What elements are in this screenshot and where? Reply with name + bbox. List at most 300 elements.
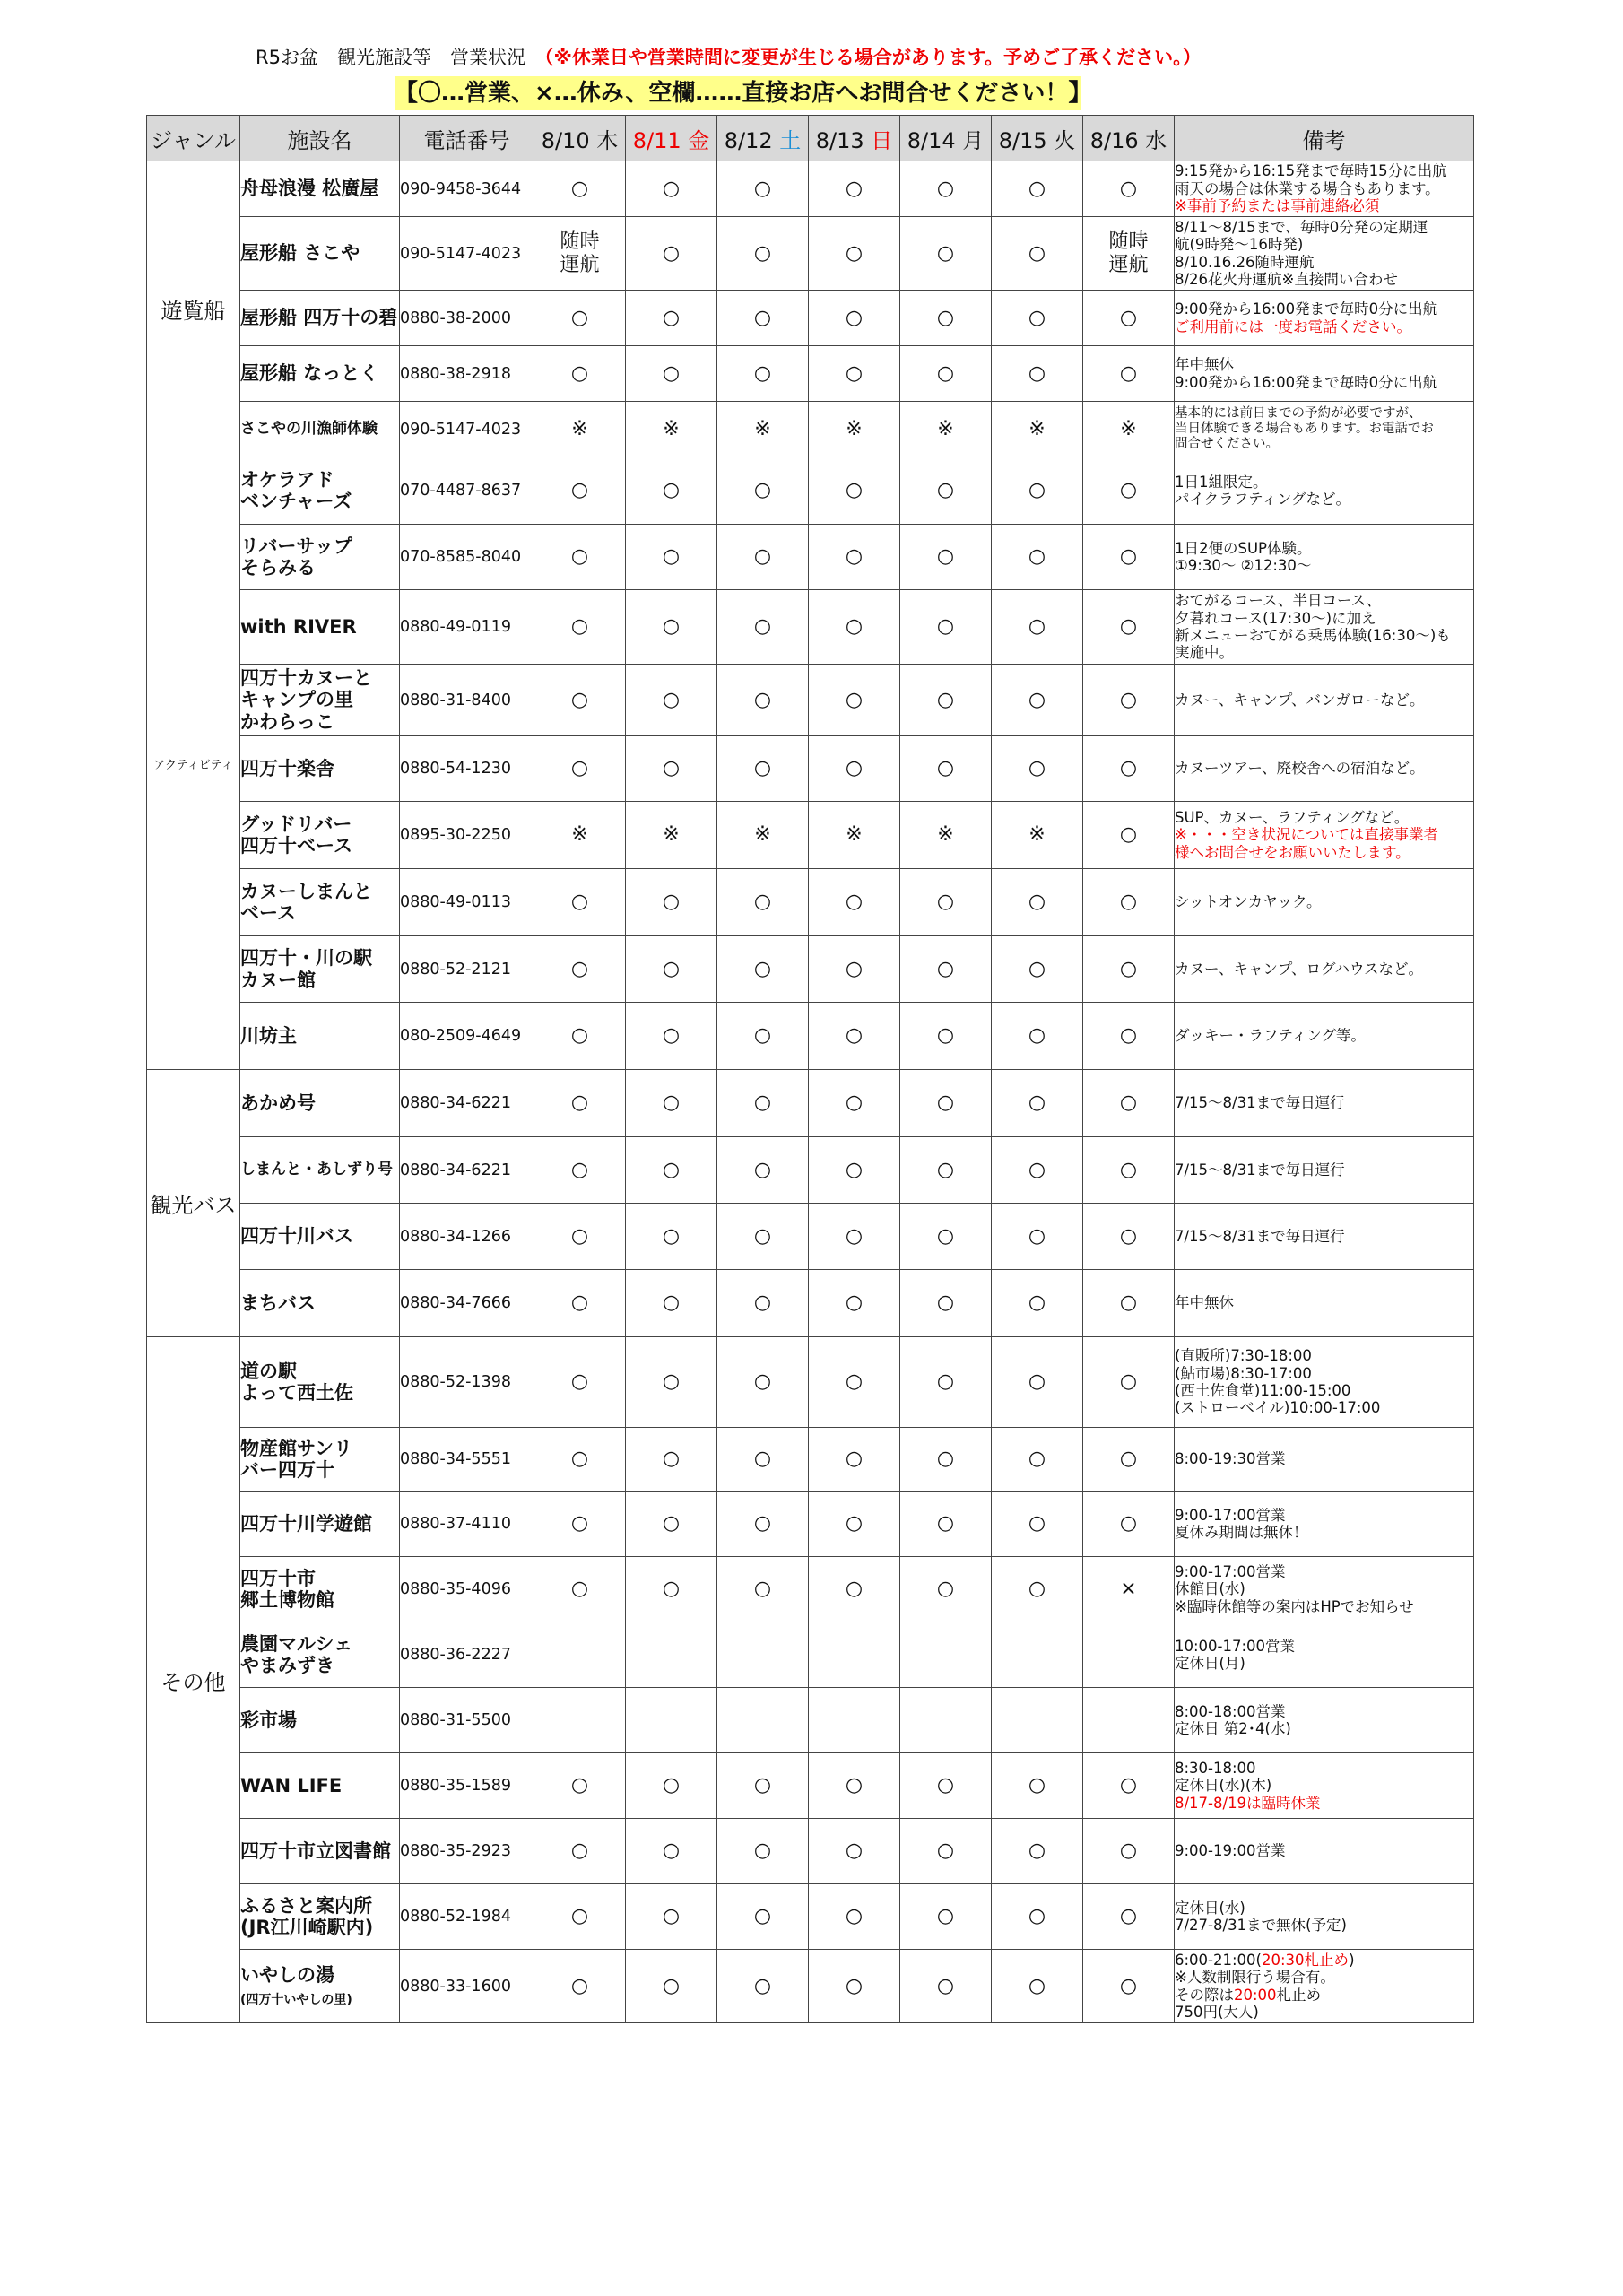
status-cell: ※ bbox=[534, 402, 626, 457]
note-cell: 年中無休 bbox=[1175, 1270, 1474, 1337]
phone-number: 0880-38-2000 bbox=[400, 291, 534, 346]
status-cell: ※ bbox=[717, 402, 809, 457]
status-cell: ○ bbox=[809, 736, 900, 802]
status-cell: ○ bbox=[900, 217, 992, 291]
table-row bbox=[147, 1753, 1474, 1819]
status-cell: ○ bbox=[534, 1337, 626, 1428]
status-cell: ○ bbox=[626, 346, 717, 402]
status-cell: ○ bbox=[534, 1753, 626, 1819]
status-cell: ○ bbox=[717, 936, 809, 1003]
table-row bbox=[147, 1557, 1474, 1622]
table-row bbox=[147, 1622, 1474, 1688]
status-cell: ○ bbox=[626, 1557, 717, 1622]
header-genre: ジャンル bbox=[147, 116, 240, 161]
facility-name: 物産館サンリ バー四万十 bbox=[240, 1428, 400, 1492]
status-cell: ○ bbox=[900, 665, 992, 736]
status-cell: ○ bbox=[626, 1492, 717, 1557]
status-cell: ○ bbox=[992, 346, 1083, 402]
header-note: 備考 bbox=[1175, 116, 1474, 161]
genre-cell: 遊覧船 bbox=[147, 161, 240, 457]
status-cell: ○ bbox=[1083, 1137, 1175, 1204]
status-cell: ○ bbox=[992, 1819, 1083, 1884]
status-cell: ○ bbox=[626, 1428, 717, 1492]
table-row bbox=[147, 665, 1474, 736]
status-cell: ○ bbox=[900, 590, 992, 665]
status-cell: ○ bbox=[992, 1428, 1083, 1492]
facility-name: 農園マルシェ やまみずき bbox=[240, 1622, 400, 1688]
status-cell: ○ bbox=[992, 936, 1083, 1003]
status-cell: ○ bbox=[809, 1270, 900, 1337]
status-cell: ○ bbox=[1083, 457, 1175, 525]
header-day: 8/15 火 bbox=[992, 116, 1083, 161]
table-row bbox=[147, 869, 1474, 936]
status-cell: ○ bbox=[809, 1819, 900, 1884]
status-cell: ○ bbox=[534, 457, 626, 525]
title-prefix: R5お盆 観光施設等 営業状況 bbox=[256, 47, 544, 68]
status-cell: ○ bbox=[626, 665, 717, 736]
status-cell: ○ bbox=[992, 1492, 1083, 1557]
status-cell: ○ bbox=[1083, 1884, 1175, 1950]
header-day: 8/10 木 bbox=[534, 116, 626, 161]
status-cell: ○ bbox=[992, 665, 1083, 736]
facility-name: 川坊主 bbox=[240, 1003, 400, 1070]
table-row bbox=[147, 590, 1474, 665]
status-cell: ○ bbox=[626, 736, 717, 802]
status-cell: ○ bbox=[1083, 869, 1175, 936]
status-cell: ○ bbox=[809, 525, 900, 590]
note-cell: 1日1組限定。 パイクラフティングなど。 bbox=[1175, 457, 1474, 525]
status-cell: ○ bbox=[626, 1884, 717, 1950]
status-cell: ○ bbox=[809, 1070, 900, 1137]
status-cell: ○ bbox=[717, 1070, 809, 1137]
phone-number: 0880-35-1589 bbox=[400, 1753, 534, 1819]
table-row bbox=[147, 1270, 1474, 1337]
status-cell: ※ bbox=[717, 802, 809, 869]
status-cell: ○ bbox=[626, 1337, 717, 1428]
table-row bbox=[147, 217, 1474, 291]
table-row bbox=[147, 1884, 1474, 1950]
phone-number: 070-8585-8040 bbox=[400, 525, 534, 590]
table-row bbox=[147, 1819, 1474, 1884]
status-cell: ○ bbox=[534, 291, 626, 346]
table-row bbox=[147, 1492, 1474, 1557]
table-row bbox=[147, 1137, 1474, 1204]
status-cell: ○ bbox=[992, 1557, 1083, 1622]
phone-number: 0880-52-1984 bbox=[400, 1884, 534, 1950]
status-cell bbox=[626, 1688, 717, 1753]
status-cell: ○ bbox=[900, 936, 992, 1003]
status-cell: ※ bbox=[992, 802, 1083, 869]
status-cell: ○ bbox=[717, 161, 809, 217]
phone-number: 0880-34-6221 bbox=[400, 1070, 534, 1137]
status-cell bbox=[900, 1688, 992, 1753]
status-cell: ○ bbox=[1083, 665, 1175, 736]
note-cell: 7/15～8/31まで毎日運行 bbox=[1175, 1204, 1474, 1270]
status-cell: ○ bbox=[900, 291, 992, 346]
note-cell: おてがるコース、半日コース、 夕暮れコース(17:30～)に加え 新メニューおてがる乗馬体験(16:30～)も 実施中。 bbox=[1175, 590, 1474, 665]
note-cell: 基本的には前日までの予約が必要ですが、 当日体験できる場合もあります。お電話でお 問合せください。 bbox=[1175, 402, 1474, 457]
note-cell: 1日2便のSUP体験。 ①9:30～ ②12:30～ bbox=[1175, 525, 1474, 590]
status-cell: ○ bbox=[717, 1950, 809, 2023]
note-cell: シットオンカヤック。 bbox=[1175, 869, 1474, 936]
facility-name: あかめ号 bbox=[240, 1070, 400, 1137]
status-cell: ○ bbox=[717, 1337, 809, 1428]
status-cell: ○ bbox=[626, 161, 717, 217]
note-cell: 年中無休 9:00発から16:00発まで毎時0分に出航 bbox=[1175, 346, 1474, 402]
status-cell bbox=[992, 1688, 1083, 1753]
phone-number: 0880-52-2121 bbox=[400, 936, 534, 1003]
facility-name: リバーサップ そらみる bbox=[240, 525, 400, 590]
status-cell: ○ bbox=[992, 869, 1083, 936]
status-cell: ○ bbox=[900, 1753, 992, 1819]
status-cell: ○ bbox=[1083, 346, 1175, 402]
status-cell bbox=[1083, 1688, 1175, 1753]
table-row bbox=[147, 402, 1474, 457]
facility-name: いやしの湯 (四万十いやしの里) bbox=[240, 1950, 400, 2023]
status-cell: ○ bbox=[534, 736, 626, 802]
facility-name: 彩市場 bbox=[240, 1688, 400, 1753]
status-cell: ○ bbox=[992, 1753, 1083, 1819]
status-cell: ○ bbox=[626, 457, 717, 525]
status-cell: ○ bbox=[534, 1003, 626, 1070]
status-cell: ○ bbox=[992, 525, 1083, 590]
note-cell: カヌー、キャンプ、ログハウスなど。 bbox=[1175, 936, 1474, 1003]
status-cell: ○ bbox=[900, 1950, 992, 2023]
table-row bbox=[147, 161, 1474, 217]
status-cell: ○ bbox=[1083, 1492, 1175, 1557]
status-cell: ○ bbox=[992, 291, 1083, 346]
status-cell: ○ bbox=[809, 1492, 900, 1557]
status-cell: ○ bbox=[900, 1557, 992, 1622]
table-row bbox=[147, 1337, 1474, 1428]
note-cell: ダッキー・ラフティング等。 bbox=[1175, 1003, 1474, 1070]
status-cell: ○ bbox=[1083, 1070, 1175, 1137]
status-cell: ○ bbox=[1083, 736, 1175, 802]
phone-number: 0880-34-1266 bbox=[400, 1204, 534, 1270]
status-cell: ○ bbox=[809, 1950, 900, 2023]
status-cell: ○ bbox=[809, 869, 900, 936]
table-row bbox=[147, 1950, 1474, 2023]
status-cell: ○ bbox=[717, 869, 809, 936]
header-name: 施設名 bbox=[240, 116, 400, 161]
status-cell: ○ bbox=[717, 291, 809, 346]
note-cell: 8:30-18:00 定休日(水)(木) 8/17-8/19は臨時休業 bbox=[1175, 1753, 1474, 1819]
status-cell: ※ bbox=[1083, 402, 1175, 457]
status-cell: ○ bbox=[809, 1557, 900, 1622]
table-row bbox=[147, 936, 1474, 1003]
status-cell: ○ bbox=[534, 869, 626, 936]
status-cell: ○ bbox=[717, 1557, 809, 1622]
status-cell: ※ bbox=[534, 802, 626, 869]
note-cell: 9:00-17:00営業 休館日(水) ※臨時休館等の案内はHPでお知らせ bbox=[1175, 1557, 1474, 1622]
status-cell: ○ bbox=[534, 1492, 626, 1557]
status-cell: ○ bbox=[900, 869, 992, 936]
facility-name: ふるさと案内所 (JR江川崎駅内) bbox=[240, 1884, 400, 1950]
phone-number: 090-9458-3644 bbox=[400, 161, 534, 217]
status-cell: ○ bbox=[626, 1819, 717, 1884]
table-row bbox=[147, 1204, 1474, 1270]
note-cell: 9:15発から16:15発まで毎時15分に出航 雨天の場合は休業する場合もあります。 ※事前予約または事前連絡必須 bbox=[1175, 161, 1474, 217]
status-cell: ○ bbox=[900, 1428, 992, 1492]
status-cell: ○ bbox=[626, 1070, 717, 1137]
status-cell: ○ bbox=[900, 1884, 992, 1950]
status-cell: ○ bbox=[626, 1137, 717, 1204]
status-cell: ○ bbox=[900, 1003, 992, 1070]
status-cell: 随時 運航 bbox=[534, 217, 626, 291]
status-cell: ○ bbox=[992, 1270, 1083, 1337]
note-cell: (直販所)7:30-18:00 (鮎市場)8:30-17:00 (西土佐食堂)11:00-15:00 (ストローベイル)10:00-17:00 bbox=[1175, 1337, 1474, 1428]
status-cell: ○ bbox=[900, 1070, 992, 1137]
facility-status-table bbox=[146, 115, 1474, 2023]
status-cell: ○ bbox=[809, 291, 900, 346]
status-cell: ○ bbox=[900, 1204, 992, 1270]
status-cell: ○ bbox=[809, 1204, 900, 1270]
status-cell: ※ bbox=[900, 802, 992, 869]
legend-banner: 【〇…営業、×…休み、空欄……直接お店へお問合せください！】 bbox=[395, 76, 1081, 110]
facility-name: さこやの川漁師体験 bbox=[240, 402, 400, 457]
phone-number: 0880-49-0113 bbox=[400, 869, 534, 936]
status-cell: ○ bbox=[534, 1950, 626, 2023]
status-cell bbox=[534, 1688, 626, 1753]
facility-name: 四万十市立図書館 bbox=[240, 1819, 400, 1884]
status-cell: ○ bbox=[900, 346, 992, 402]
table-row bbox=[147, 1688, 1474, 1753]
note-cell: 8:00-19:30営業 bbox=[1175, 1428, 1474, 1492]
status-cell: ○ bbox=[992, 1204, 1083, 1270]
note-cell: 7/15～8/31まで毎日運行 bbox=[1175, 1070, 1474, 1137]
status-cell bbox=[809, 1622, 900, 1688]
table-row bbox=[147, 1070, 1474, 1137]
status-cell: ○ bbox=[717, 590, 809, 665]
status-cell: ○ bbox=[1083, 1753, 1175, 1819]
note-cell: カヌーツアー、廃校舎への宿泊など。 bbox=[1175, 736, 1474, 802]
facility-name: with RIVER bbox=[240, 590, 400, 665]
facility-name: WAN LIFE bbox=[240, 1753, 400, 1819]
phone-number: 0880-37-4110 bbox=[400, 1492, 534, 1557]
status-cell: ○ bbox=[534, 161, 626, 217]
phone-number: 090-5147-4023 bbox=[400, 217, 534, 291]
status-cell: ○ bbox=[626, 936, 717, 1003]
status-cell: ○ bbox=[992, 1884, 1083, 1950]
note-cell: 8/11～8/15まで、毎時0分発の定期運 航(9時発～16時発) 8/10.16.26随時運航 8/26花火舟運航※直接問い合わせ bbox=[1175, 217, 1474, 291]
header-day: 8/14 月 bbox=[900, 116, 992, 161]
phone-number: 0880-34-5551 bbox=[400, 1428, 534, 1492]
status-cell: ○ bbox=[900, 1137, 992, 1204]
table-body bbox=[147, 161, 1474, 2023]
status-cell: ○ bbox=[534, 1557, 626, 1622]
status-cell: ○ bbox=[626, 1950, 717, 2023]
status-cell: ○ bbox=[809, 590, 900, 665]
status-cell: ○ bbox=[809, 1428, 900, 1492]
status-cell: ○ bbox=[717, 665, 809, 736]
status-cell: ○ bbox=[626, 1003, 717, 1070]
status-cell: ○ bbox=[534, 1137, 626, 1204]
status-cell: ○ bbox=[809, 161, 900, 217]
facility-name: 道の駅 よって西土佐 bbox=[240, 1337, 400, 1428]
status-cell: ○ bbox=[717, 1270, 809, 1337]
facility-name: 四万十カヌーと キャンプの里 かわらっこ bbox=[240, 665, 400, 736]
status-cell: ○ bbox=[534, 1819, 626, 1884]
status-cell: ○ bbox=[809, 1753, 900, 1819]
table-row bbox=[147, 802, 1474, 869]
phone-number: 0880-34-6221 bbox=[400, 1137, 534, 1204]
status-cell: ○ bbox=[534, 665, 626, 736]
status-cell: ○ bbox=[1083, 936, 1175, 1003]
genre-cell: 観光バス bbox=[147, 1070, 240, 1337]
status-cell: ※ bbox=[809, 402, 900, 457]
status-cell: ○ bbox=[1083, 161, 1175, 217]
status-cell: ○ bbox=[809, 1884, 900, 1950]
status-cell: ○ bbox=[992, 1003, 1083, 1070]
status-cell: ○ bbox=[1083, 1950, 1175, 2023]
status-cell: ○ bbox=[717, 525, 809, 590]
note-cell: 7/15～8/31まで毎日運行 bbox=[1175, 1137, 1474, 1204]
status-cell: ○ bbox=[809, 457, 900, 525]
status-cell: ○ bbox=[809, 936, 900, 1003]
status-cell: ○ bbox=[809, 665, 900, 736]
phone-number: 0880-49-0119 bbox=[400, 590, 534, 665]
phone-number: 0880-35-4096 bbox=[400, 1557, 534, 1622]
page-title bbox=[256, 43, 1202, 70]
status-cell: ○ bbox=[626, 1270, 717, 1337]
phone-number: 080-2509-4649 bbox=[400, 1003, 534, 1070]
status-cell bbox=[900, 1622, 992, 1688]
status-cell: ○ bbox=[717, 736, 809, 802]
header-day: 8/13 日 bbox=[809, 116, 900, 161]
status-cell: ※ bbox=[900, 402, 992, 457]
note-cell: SUP、カヌー、ラフティングなど。 ※・・・空き状況については直接事業者 様へお問合せをお願いいたします。 bbox=[1175, 802, 1474, 869]
phone-number: 0880-38-2918 bbox=[400, 346, 534, 402]
note-cell: カヌー、キャンプ、バンガローなど。 bbox=[1175, 665, 1474, 736]
status-cell: ○ bbox=[1083, 1003, 1175, 1070]
facility-name: 屋形船 さこや bbox=[240, 217, 400, 291]
status-cell: ○ bbox=[992, 1950, 1083, 2023]
status-cell: ○ bbox=[717, 457, 809, 525]
note-cell: 10:00-17:00営業 定休日(月) bbox=[1175, 1622, 1474, 1688]
note-cell: 定休日(水) 7/27-8/31まで無休(予定) bbox=[1175, 1884, 1474, 1950]
status-cell: ○ bbox=[1083, 1819, 1175, 1884]
table-row bbox=[147, 736, 1474, 802]
table-row bbox=[147, 525, 1474, 590]
table-row bbox=[147, 1003, 1474, 1070]
facility-name: 四万十楽舎 bbox=[240, 736, 400, 802]
status-cell: ○ bbox=[717, 1137, 809, 1204]
status-cell: × bbox=[1083, 1557, 1175, 1622]
status-cell: ※ bbox=[809, 802, 900, 869]
table-row bbox=[147, 346, 1474, 402]
status-cell: ○ bbox=[717, 1428, 809, 1492]
table-row bbox=[147, 457, 1474, 525]
status-cell: ○ bbox=[992, 1337, 1083, 1428]
facility-name: 四万十川バス bbox=[240, 1204, 400, 1270]
status-cell: ※ bbox=[626, 802, 717, 869]
status-cell: ○ bbox=[534, 1204, 626, 1270]
phone-number: 0880-36-2227 bbox=[400, 1622, 534, 1688]
status-cell: ○ bbox=[809, 1337, 900, 1428]
status-cell: ○ bbox=[717, 1884, 809, 1950]
status-cell: 随時 運航 bbox=[1083, 217, 1175, 291]
status-cell: ○ bbox=[626, 1204, 717, 1270]
status-cell bbox=[626, 1622, 717, 1688]
status-cell: ○ bbox=[992, 736, 1083, 802]
status-cell: ○ bbox=[992, 457, 1083, 525]
genre-cell: その他 bbox=[147, 1337, 240, 2023]
header-day: 8/11 金 bbox=[626, 116, 717, 161]
status-cell: ○ bbox=[717, 217, 809, 291]
status-cell: ○ bbox=[1083, 802, 1175, 869]
status-cell: ○ bbox=[992, 161, 1083, 217]
status-cell: ○ bbox=[992, 217, 1083, 291]
facility-name: 屋形船 なっとく bbox=[240, 346, 400, 402]
facility-name-sub: (四万十いやしの里) bbox=[240, 1992, 352, 2007]
status-cell: ○ bbox=[1083, 1428, 1175, 1492]
status-cell: ○ bbox=[1083, 1270, 1175, 1337]
status-cell: ○ bbox=[809, 1137, 900, 1204]
status-cell: ○ bbox=[717, 1819, 809, 1884]
note-cell: 8:00-18:00営業 定休日 第2･4(水) bbox=[1175, 1688, 1474, 1753]
status-cell: ※ bbox=[626, 402, 717, 457]
status-cell: ○ bbox=[809, 346, 900, 402]
status-cell: ○ bbox=[626, 590, 717, 665]
facility-name: まちバス bbox=[240, 1270, 400, 1337]
facility-name: 四万十川学遊館 bbox=[240, 1492, 400, 1557]
status-cell: ○ bbox=[900, 1270, 992, 1337]
note-cell: 9:00-17:00営業 夏休み期間は無休！ bbox=[1175, 1492, 1474, 1557]
status-cell bbox=[809, 1688, 900, 1753]
status-cell: ○ bbox=[717, 1492, 809, 1557]
status-cell: ○ bbox=[992, 590, 1083, 665]
status-cell: ○ bbox=[1083, 291, 1175, 346]
header-row bbox=[147, 116, 1474, 161]
phone-number: 0880-34-7666 bbox=[400, 1270, 534, 1337]
status-cell: ○ bbox=[1083, 590, 1175, 665]
status-cell: ○ bbox=[900, 1337, 992, 1428]
note-cell: 9:00発から16:00発まで毎時0分に出航 ご利用前には一度お電話ください。 bbox=[1175, 291, 1474, 346]
status-cell: ○ bbox=[717, 346, 809, 402]
status-cell: ○ bbox=[1083, 525, 1175, 590]
header-day: 8/16 水 bbox=[1083, 116, 1175, 161]
status-cell: ○ bbox=[626, 869, 717, 936]
status-cell: ○ bbox=[626, 525, 717, 590]
facility-name: 四万十・川の駅 カヌー館 bbox=[240, 936, 400, 1003]
status-cell: ○ bbox=[1083, 1337, 1175, 1428]
status-cell: ○ bbox=[992, 1070, 1083, 1137]
facility-name: 屋形船 四万十の碧 bbox=[240, 291, 400, 346]
status-cell bbox=[534, 1622, 626, 1688]
status-cell: ○ bbox=[534, 346, 626, 402]
status-cell bbox=[992, 1622, 1083, 1688]
status-cell: ○ bbox=[900, 1492, 992, 1557]
status-cell: ○ bbox=[809, 217, 900, 291]
status-cell: ○ bbox=[534, 1428, 626, 1492]
status-cell bbox=[717, 1622, 809, 1688]
table-row bbox=[147, 291, 1474, 346]
header-day: 8/12 土 bbox=[717, 116, 809, 161]
status-cell: ○ bbox=[534, 936, 626, 1003]
phone-number: 0880-52-1398 bbox=[400, 1337, 534, 1428]
status-cell: ○ bbox=[534, 1070, 626, 1137]
status-cell: ○ bbox=[900, 525, 992, 590]
title-warning: （※休業日や営業時間に変更が生じる場合があります。予めご了承ください。） bbox=[543, 47, 1202, 68]
phone-number: 0895-30-2250 bbox=[400, 802, 534, 869]
phone-number: 0880-31-8400 bbox=[400, 665, 534, 736]
facility-name: 四万十市 郷土博物館 bbox=[240, 1557, 400, 1622]
status-cell: ○ bbox=[626, 217, 717, 291]
status-cell: ○ bbox=[900, 736, 992, 802]
facility-name: カヌーしまんと ベース bbox=[240, 869, 400, 936]
status-cell: ○ bbox=[717, 1204, 809, 1270]
note-cell: 9:00-19:00営業 bbox=[1175, 1819, 1474, 1884]
